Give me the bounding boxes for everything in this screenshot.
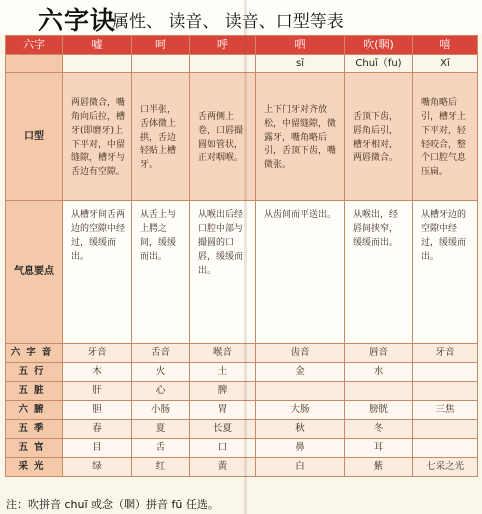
pinyin-row: [6, 55, 478, 73]
attribute-value: 火: [132, 363, 190, 382]
attribute-value: [413, 439, 478, 458]
header-cell: 呵: [132, 36, 190, 55]
attribute-value: 舌: [132, 439, 190, 458]
header-cell: 呬: [256, 36, 345, 55]
attribute-value: 绿: [63, 458, 132, 477]
header-cell: 六字: [6, 36, 63, 55]
attribute-value: [413, 420, 478, 439]
attribute-value: 木: [63, 363, 132, 382]
attribute-rows: [6, 344, 478, 477]
attribute-value: 胃: [190, 401, 256, 420]
mouth-cell: 上下门牙对齐放松，中留缝隙，微露牙，嘴角略后引，舌顶下齿，嘴微张。: [256, 73, 345, 201]
attribute-value: 黄: [190, 458, 256, 477]
attribute-value: 脾: [190, 382, 256, 401]
attribute-label: 五季: [6, 420, 63, 439]
page-fold: [244, 0, 247, 514]
attribute-value: 水: [345, 363, 413, 382]
mouth-cell: 两唇微合，嘴角向后拉，槽牙(即磨牙)上下平对，中留缝隙，槽牙与舌边有空隙。: [63, 73, 132, 201]
breath-cell: 从喉出后经口腔中部与撮圆的口唇，缓缓而出。: [190, 201, 256, 344]
page-header: [0, 0, 482, 34]
six-word-table: [5, 35, 478, 477]
attribute-value: 金: [256, 363, 345, 382]
attribute-value: [413, 363, 478, 382]
attribute-value: 鼻: [256, 439, 345, 458]
page-subtitle: 属性、 读音、 读音、口型等表: [112, 12, 344, 32]
attribute-row: [6, 458, 478, 477]
attribute-value: 舌音: [132, 344, 190, 363]
attribute-value: 唇音: [345, 344, 413, 363]
attribute-value: 红: [132, 458, 190, 477]
attribute-value: 大肠: [256, 401, 345, 420]
attribute-row: [6, 382, 478, 401]
attribute-value: 白: [256, 458, 345, 477]
mouth-cell: 嘴角略后引，槽牙上下平对，轻轻咬合，整个口腔气息压扁。: [413, 73, 478, 201]
mouth-cell: 舌顶下齿，唇角后引，槽牙相对，两唇微合。: [345, 73, 413, 201]
attribute-value: 三焦: [413, 401, 478, 420]
pinyin-label: [6, 55, 63, 73]
attribute-value: [345, 382, 413, 401]
attribute-value: [413, 382, 478, 401]
attribute-value: 喉音: [190, 344, 256, 363]
attribute-value: 秋: [256, 420, 345, 439]
attribute-value: 肝: [63, 382, 132, 401]
header-cell: 吹(𦖉): [345, 36, 413, 55]
footnote: 注：吹拼音 chuī 或念（𦖉）拼音 fū 任选。: [6, 498, 219, 511]
breath-cell: 从槽牙间舌两边的空隙中经过，缓缓而出。: [63, 201, 132, 344]
attribute-value: 胆: [63, 401, 132, 420]
table-header-row: [6, 36, 478, 55]
pinyin-cell: sī: [256, 55, 345, 73]
pinyin-cell: Chuī（fu): [345, 55, 413, 73]
mouth-shape-row: [6, 73, 478, 201]
pinyin-cell: [132, 55, 190, 73]
breath-cell: 从舌上与上腭之间，缓缓而出。: [132, 201, 190, 344]
attribute-value: 春: [63, 420, 132, 439]
attribute-value: 耳: [345, 439, 413, 458]
breath-label: 气息要点: [6, 201, 63, 344]
attribute-value: 土: [190, 363, 256, 382]
attribute-label: 五官: [6, 439, 63, 458]
attribute-label: 六腑: [6, 401, 63, 420]
attribute-value: 紫: [345, 458, 413, 477]
attribute-value: 膀胱: [345, 401, 413, 420]
attribute-value: 心: [132, 382, 190, 401]
attribute-label: 采光: [6, 458, 63, 477]
header-cell: 嘻: [413, 36, 478, 55]
mouth-cell: 口半张，舌体微上拱，舌边轻贴上槽牙。: [132, 73, 190, 201]
attribute-value: [256, 382, 345, 401]
page-title: 六字诀: [38, 6, 117, 35]
breath-cell: 从喉出，经唇间挟窄，缓缓而出。: [345, 201, 413, 344]
breath-cell: 从齿间而平送出。: [256, 201, 345, 344]
attribute-value: 冬: [345, 420, 413, 439]
attribute-label: 五行: [6, 363, 63, 382]
attribute-value: 牙音: [413, 344, 478, 363]
attribute-row: [6, 401, 478, 420]
attribute-value: 小肠: [132, 401, 190, 420]
header-cell: 嘘: [63, 36, 132, 55]
attribute-label: 六字音: [6, 344, 63, 363]
breath-row: [6, 201, 478, 344]
attribute-value: 口: [190, 439, 256, 458]
attribute-row: [6, 439, 478, 458]
attribute-row: [6, 344, 478, 363]
attribute-value: 长夏: [190, 420, 256, 439]
mouth-label: 口型: [6, 73, 63, 201]
attribute-value: 七采之光: [413, 458, 478, 477]
attribute-label: 五脏: [6, 382, 63, 401]
attribute-value: 夏: [132, 420, 190, 439]
mouth-cell: 舌两侧上卷，口唇撮圆如管状，正对咽喉。: [190, 73, 256, 201]
attribute-value: 牙音: [63, 344, 132, 363]
attribute-row: [6, 420, 478, 439]
header-cell: 呼: [190, 36, 256, 55]
attribute-value: 齿音: [256, 344, 345, 363]
attribute-value: 目: [63, 439, 132, 458]
attribute-row: [6, 363, 478, 382]
pinyin-cell: Xī: [413, 55, 478, 73]
breath-cell: 从槽牙边的空隙中经过，缓缓而出。: [413, 201, 478, 344]
pinyin-cell: [63, 55, 132, 73]
